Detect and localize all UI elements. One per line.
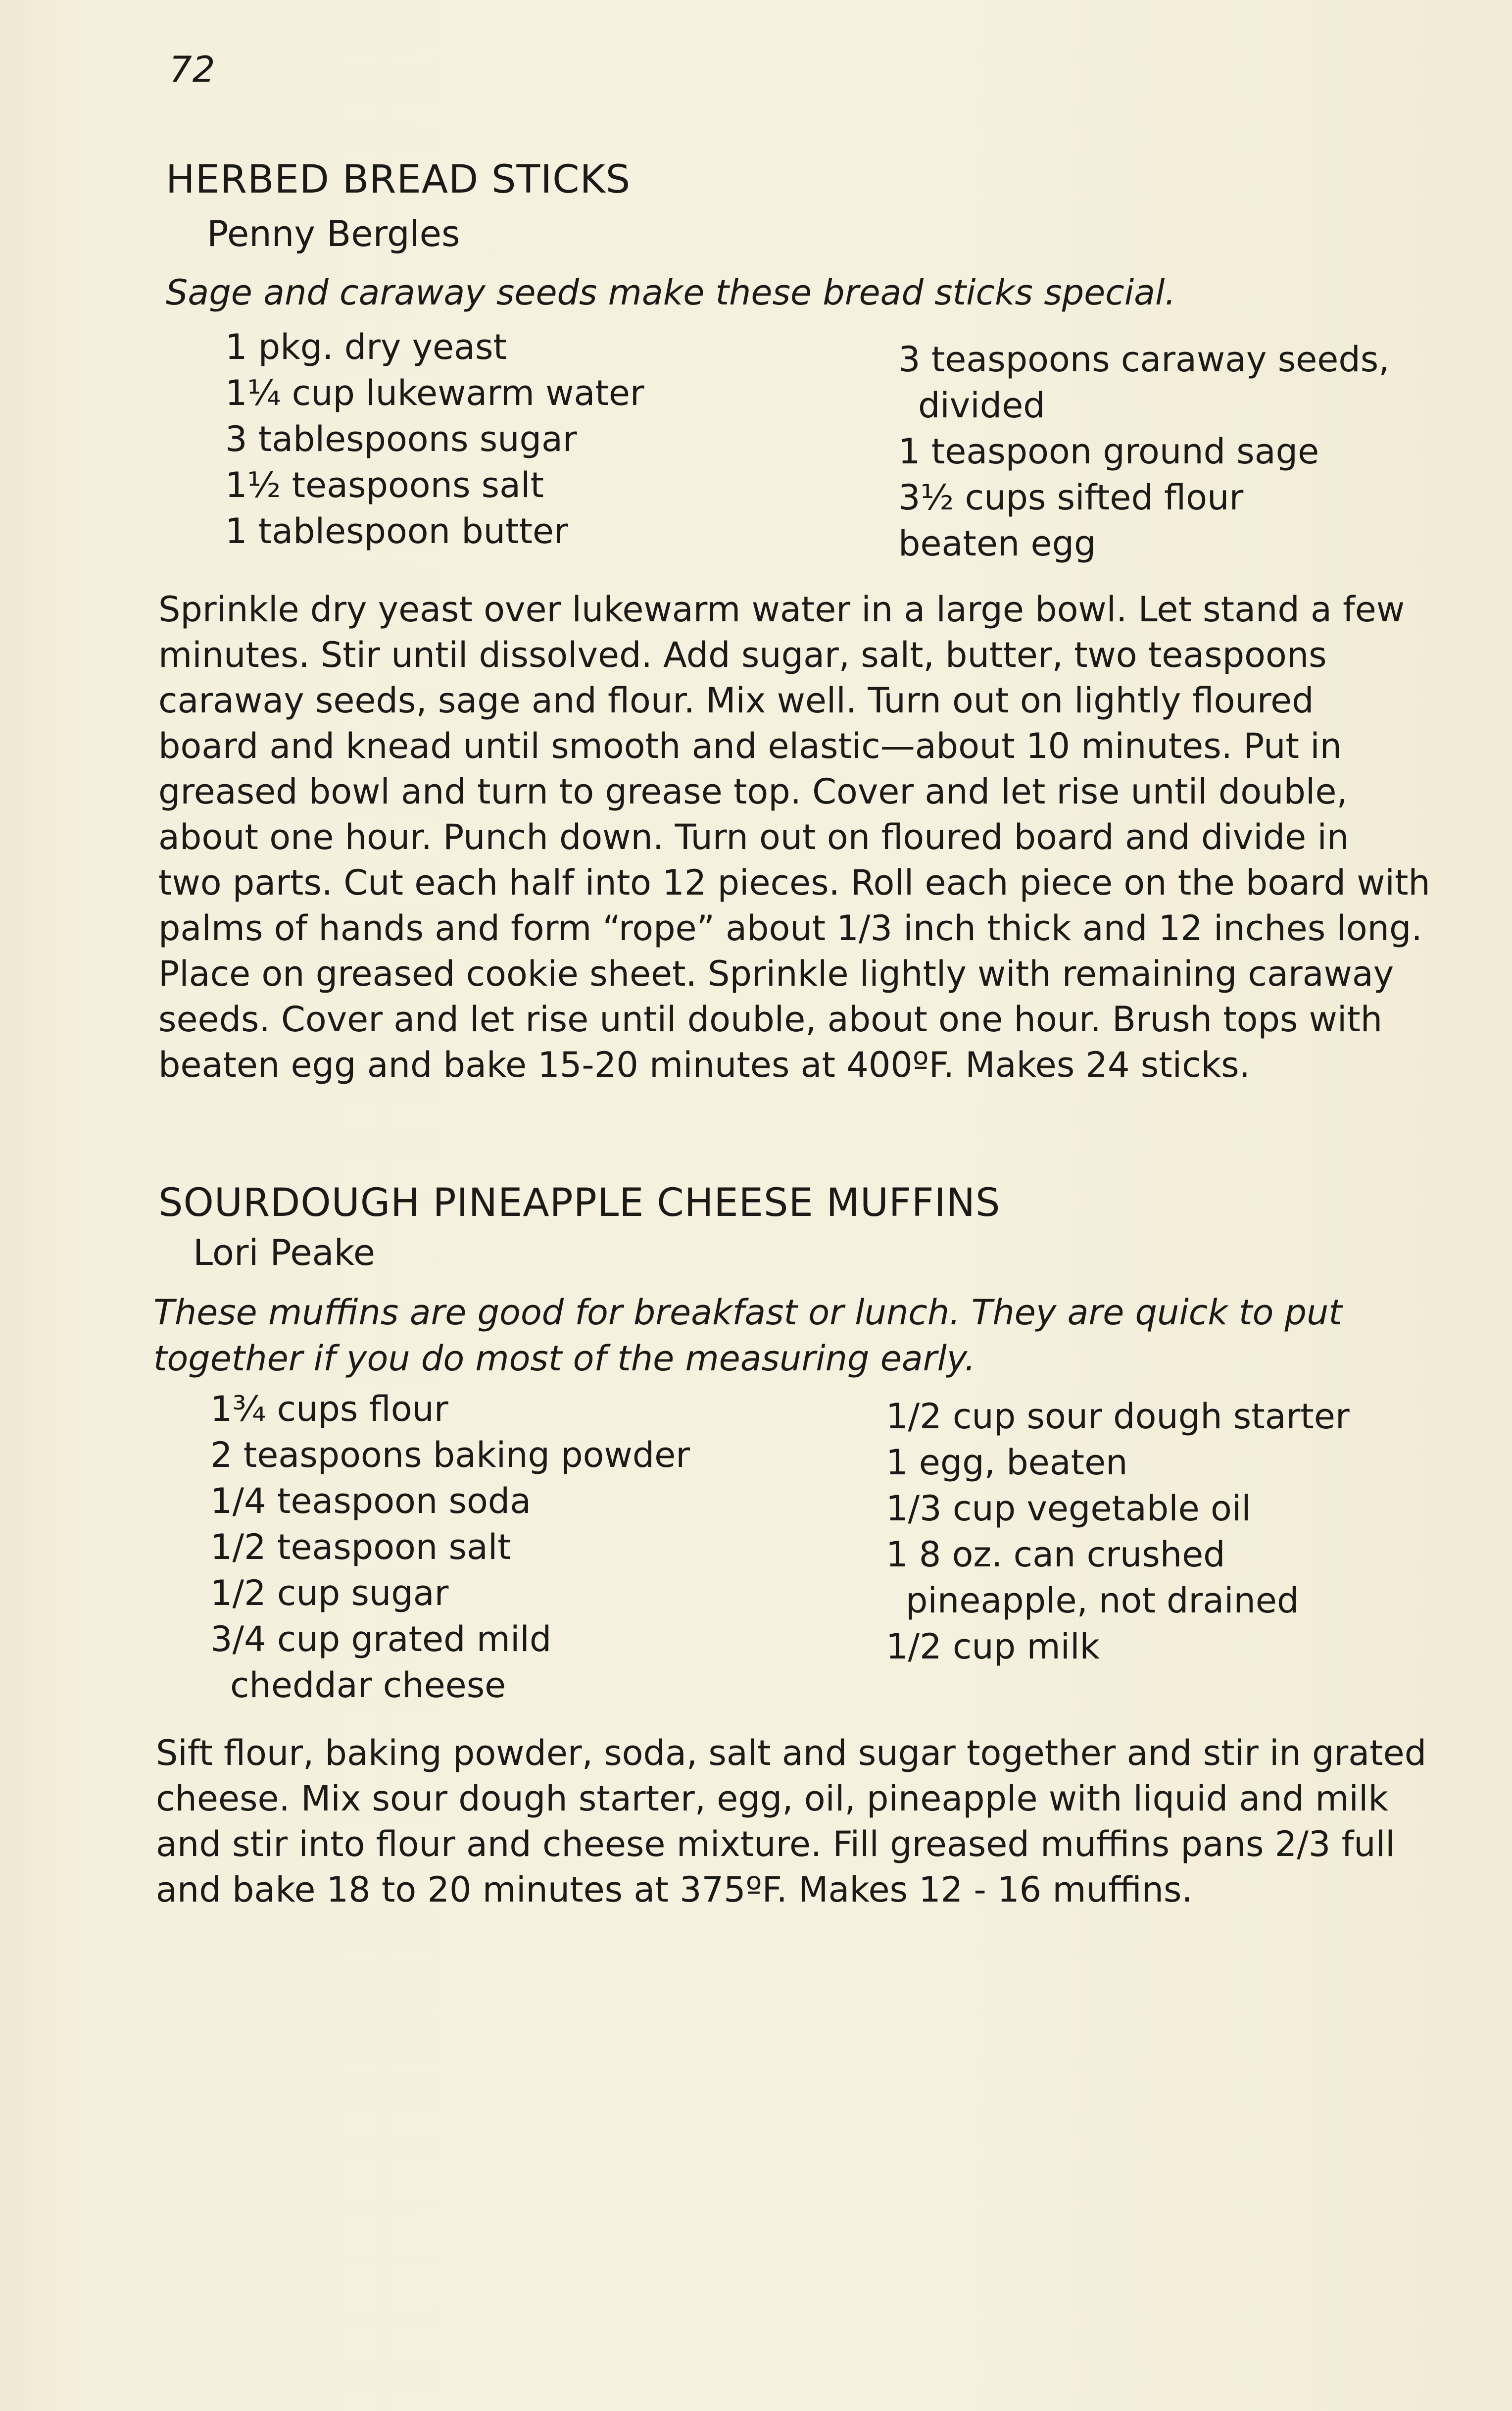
ingredient-item xyxy=(225,324,644,370)
directions-line: and bake 18 to 20 minutes at 375ºF. Makes 12 - 16 muffins. xyxy=(156,1869,1193,1910)
recipe-intro xyxy=(166,270,1176,316)
ingredient-item xyxy=(886,1440,1350,1486)
directions-line: beaten egg and bake 15-20 minutes at 400ºF. Makes 24 sticks. xyxy=(158,1045,1250,1085)
directions-line: minutes. Stir until dissolved. Add sugar, salt, butter, two teaspoons xyxy=(158,635,1327,675)
ingredient-item xyxy=(886,1486,1350,1532)
ingredient-item xyxy=(898,475,1389,521)
ingredient-text: 1 teaspoon ground sage xyxy=(898,431,1319,472)
intro-line: together if you do most of the measuring early. xyxy=(153,1338,976,1379)
ingredient-item xyxy=(210,1386,690,1432)
directions-line: cheese. Mix sour dough starter, egg, oil, pineapple with liquid and milk xyxy=(156,1778,1388,1819)
ingredient-text: 1½ teaspoons salt xyxy=(225,465,544,505)
ingredient-item xyxy=(210,1432,690,1478)
directions-line: seeds. Cover and let rise until double, about one hour. Brush tops with xyxy=(158,999,1383,1040)
directions-line: two parts. Cut each half into 12 pieces. Roll each piece on the board with xyxy=(158,862,1430,903)
ingredient-text: 1/2 cup sour dough starter xyxy=(886,1396,1350,1437)
ingredient-item xyxy=(225,462,644,508)
ingredient-item xyxy=(225,416,644,462)
ingredient-continuation: pineapple, not drained xyxy=(906,1580,1299,1621)
directions-line: board and knead until smooth and elastic—about 10 minutes. Put in xyxy=(158,726,1342,766)
ingredient-item xyxy=(210,1616,690,1708)
directions-line: about one hour. Punch down. Turn out on floured board and divide in xyxy=(158,817,1349,857)
ingredient-text: 1/2 teaspoon salt xyxy=(210,1527,511,1567)
ingredient-text: 3 tablespoons sugar xyxy=(225,419,577,459)
ingredients-right-column xyxy=(886,1394,1350,1670)
ingredients-right-column xyxy=(898,337,1389,567)
ingredient-continuation: cheddar cheese xyxy=(230,1665,506,1706)
directions-line: palms of hands and form “rope” about 1/3 inch thick and 12 inches long. xyxy=(158,908,1422,949)
directions-line: and stir into flour and cheese mixture. Fill greased muffins pans 2/3 full xyxy=(156,1824,1395,1864)
ingredients-left-column xyxy=(225,324,644,554)
recipe-title: HERBED BREAD STICKS xyxy=(166,157,631,202)
ingredient-item xyxy=(886,1624,1350,1670)
ingredient-text: 2 teaspoons baking powder xyxy=(210,1435,690,1475)
ingredient-continuation: divided xyxy=(918,385,1045,426)
ingredient-item xyxy=(886,1394,1350,1440)
recipe-directions xyxy=(158,587,1485,1088)
ingredient-text: 1 8 oz. can crushed xyxy=(886,1534,1225,1575)
directions-line: Place on greased cookie sheet. Sprinkle lightly with remaining caraway xyxy=(158,954,1394,994)
recipe-title: SOURDOUGH PINEAPPLE CHEESE MUFFINS xyxy=(158,1181,1001,1225)
ingredient-item xyxy=(225,370,644,416)
ingredient-text: 3½ cups sifted flour xyxy=(898,477,1244,518)
ingredient-item xyxy=(210,1478,690,1524)
directions-line: caraway seeds, sage and flour. Mix well. Turn out on lightly floured xyxy=(158,680,1314,721)
ingredient-item xyxy=(898,337,1389,429)
ingredient-item xyxy=(898,521,1389,567)
recipe-directions xyxy=(156,1730,1482,1912)
ingredient-item xyxy=(225,508,644,554)
recipe-author: Penny Bergles xyxy=(207,213,460,254)
intro-line: Sage and caraway seeds make these bread sticks special. xyxy=(166,272,1176,313)
ingredients-left-column xyxy=(210,1386,690,1708)
page-number: 72 xyxy=(169,49,216,90)
ingredient-item xyxy=(210,1524,690,1570)
ingredient-text: beaten egg xyxy=(898,523,1096,564)
directions-line: Sprinkle dry yeast over lukewarm water in a large bowl. Let stand a few xyxy=(158,589,1405,630)
ingredient-text: 1/2 cup sugar xyxy=(210,1573,449,1613)
ingredient-text: 1 egg, beaten xyxy=(886,1442,1128,1483)
ingredient-text: 1/4 teaspoon soda xyxy=(210,1481,532,1521)
ingredient-text: 1 tablespoon butter xyxy=(225,511,568,552)
ingredient-text: 1 pkg. dry yeast xyxy=(225,327,507,367)
ingredient-text: 1/3 cup vegetable oil xyxy=(886,1488,1251,1529)
ingredient-text: 1¾ cups flour xyxy=(210,1389,448,1429)
ingredient-text: 1¼ cup lukewarm water xyxy=(225,373,644,413)
ingredient-item xyxy=(886,1532,1350,1624)
recipe-intro xyxy=(153,1290,1342,1382)
ingredient-text: 3 teaspoons caraway seeds, xyxy=(898,339,1390,380)
ingredient-text: 3/4 cup grated mild xyxy=(210,1619,552,1659)
intro-line: These muffins are good for breakfast or lunch. They are quick to put xyxy=(153,1292,1342,1333)
directions-line: greased bowl and turn to grease top. Cover and let rise until double, xyxy=(158,771,1348,812)
recipe-author: Lori Peake xyxy=(193,1232,376,1273)
ingredient-item xyxy=(898,429,1389,475)
ingredient-item xyxy=(210,1570,690,1616)
directions-line: Sift flour, baking powder, soda, salt and sugar together and stir in grated xyxy=(156,1733,1427,1773)
ingredient-text: 1/2 cup milk xyxy=(886,1626,1100,1667)
